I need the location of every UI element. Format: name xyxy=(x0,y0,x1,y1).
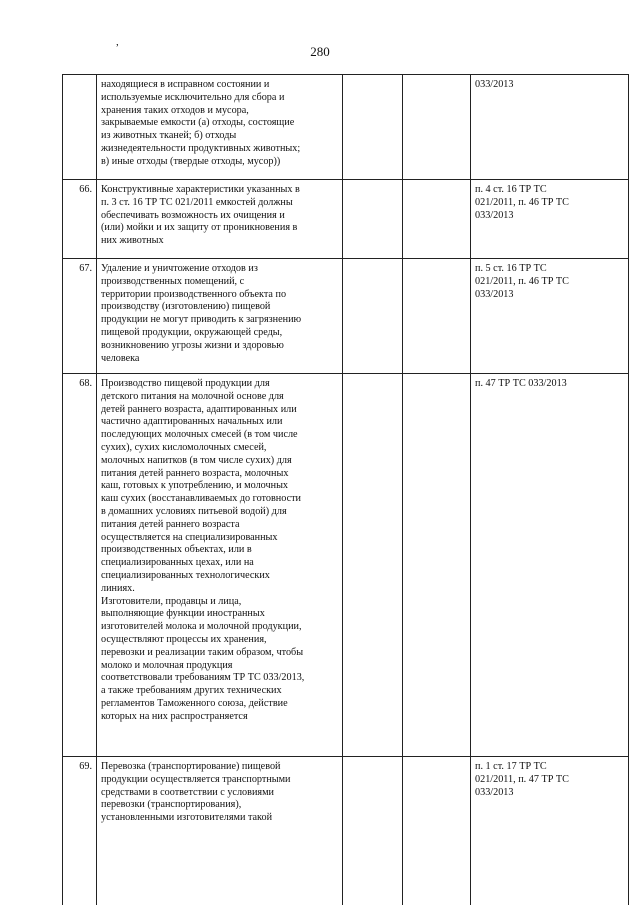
empty-cell xyxy=(403,180,471,259)
empty-cell xyxy=(343,180,403,259)
table-row xyxy=(63,259,629,374)
requirement-text: Удаление и уничтожение отходов из производственных помещений, с территории производственного объекта по производству (изготовлению) пищевой продукции не могут приводить к загрязнению пищевой продукции, окружающей среды, возникновению угрозы жизни и здоровью человека xyxy=(97,259,343,374)
regulation-reference: п. 47 ТР ТС 033/2013 xyxy=(471,374,629,757)
requirement-text: Производство пищевой продукции для детского питания на молочной основе для детей раннего возраста, адаптированных или частично адаптированных начальных или последующих молочных смесей (в том числе сухих), сухих кисломолочных смесей, молочных напитков (в том числе сухих) для питания детей раннего возраста, молочных каш, готовых к употреблению, и молочных каш сухих (восстанавливаемых до готовности в домашних условиях питьевой водой) для питания детей раннего возраста осуществляется на специализированных производственных объектах, или в специализированных цехах, или на специализированных технологических линиях. Изготовители, продавцы и лица, выполняющие функции иностранных изготовителей молока и молочной продукции, осуществляют процессы их хранения, перевозки и реализации таким образом, чтобы молоко и молочная продукция соответствовали требованиям ТР ТС 033/2013, а также требованиям других технических регламентов Таможенного союза, действие которых на них распространяется xyxy=(97,374,343,757)
empty-cell xyxy=(343,374,403,757)
empty-cell xyxy=(403,374,471,757)
table-row xyxy=(63,180,629,259)
row-number: 68. xyxy=(63,374,97,757)
requirement-text: находящиеся в исправном состоянии и используемые исключительно для сбора и хранения таких отходов и мусора, закрываемые емкости (а) отходы, состоящие из животных тканей; б) отходы жизнедеятельности продуктивных животных; в) иные отходы (твердые отходы, мусор)) xyxy=(97,75,343,180)
table-row xyxy=(63,75,629,180)
empty-cell xyxy=(403,259,471,374)
requirements-table xyxy=(62,74,629,905)
empty-cell xyxy=(343,757,403,905)
regulation-reference: п. 5 ст. 16 ТР ТС 021/2011, п. 46 ТР ТС 033/2013 xyxy=(471,259,629,374)
table-row xyxy=(63,374,629,757)
row-number: 67. xyxy=(63,259,97,374)
requirement-text: Конструктивные характеристики указанных в п. 3 ст. 16 ТР ТС 021/2011 емкостей должны обеспечивать возможность их очищения и (или) мойки и их защиту от проникновения в них животных xyxy=(97,180,343,259)
regulation-reference: п. 4 ст. 16 ТР ТС 021/2011, п. 46 ТР ТС 033/2013 xyxy=(471,180,629,259)
empty-cell xyxy=(403,757,471,905)
regulation-reference: п. 1 ст. 17 ТР ТС 021/2011, п. 47 ТР ТС 033/2013 xyxy=(471,757,629,905)
empty-cell xyxy=(343,259,403,374)
page-number: 280 xyxy=(310,44,330,59)
regulation-reference: 033/2013 xyxy=(471,75,629,180)
requirement-text: Перевозка (транспортирование) пищевой продукции осуществляется транспортными средствами в соответствии с условиями перевозки (транспортирования), установленными изготовителями такой xyxy=(97,757,343,905)
stray-mark: , xyxy=(116,36,119,48)
row-number xyxy=(63,75,97,180)
table-row xyxy=(63,757,629,905)
row-number: 69. xyxy=(63,757,97,905)
row-number: 66. xyxy=(63,180,97,259)
empty-cell xyxy=(403,75,471,180)
empty-cell xyxy=(343,75,403,180)
